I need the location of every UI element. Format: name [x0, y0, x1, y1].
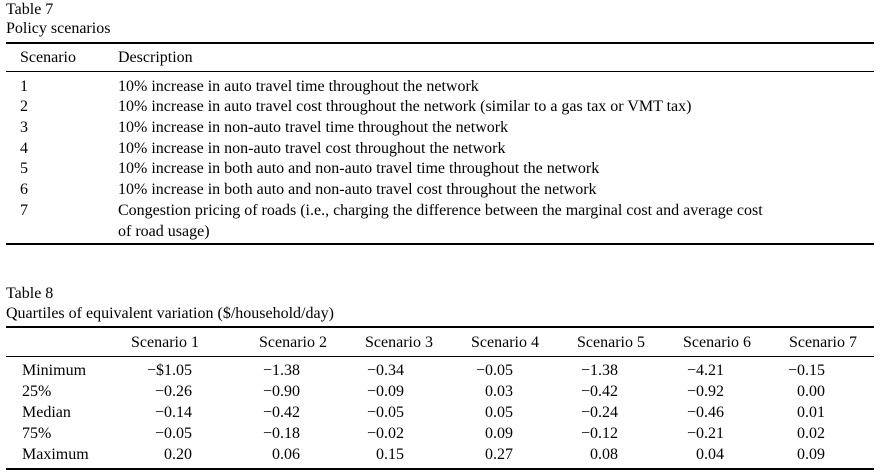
table7-row-1-description: 10% increase in auto travel time throughout the network [118, 78, 479, 95]
table8-cell: 0.05 [485, 404, 513, 421]
table8-cell: −4.21 [686, 362, 724, 379]
table7-row-3-id: 3 [20, 119, 28, 136]
table8-subtitle: Quartiles of equivalent variation ($/household/day) [6, 305, 334, 322]
table8-cell: −0.18 [262, 425, 300, 442]
table8-cell: −0.90 [262, 383, 300, 400]
table8-cell: 0.06 [272, 446, 300, 463]
table8-cell: 0.20 [164, 446, 192, 463]
table7-row-5-id: 5 [20, 160, 28, 177]
table8-cell: 0.00 [797, 383, 825, 400]
table7-row-4-description: 10% increase in non-auto travel cost throughout the network [118, 140, 506, 157]
table7-caption: Table 7 [6, 1, 54, 18]
table8-cell: −0.42 [262, 404, 300, 421]
table8-cell: −0.15 [787, 362, 825, 379]
table8-cell: 0.09 [797, 446, 825, 463]
table8-col-2: Scenario 2 [259, 334, 327, 351]
table8-col-7: Scenario 7 [789, 334, 857, 351]
table7-row-6-id: 6 [20, 181, 28, 198]
table8-row-label-minimum: Minimum [22, 362, 87, 379]
table7-row-2-id: 2 [20, 98, 28, 115]
table8-cell: 0.04 [696, 446, 724, 463]
table8-cell: −0.02 [366, 425, 404, 442]
table8-cell: 0.15 [376, 446, 404, 463]
table8-cell: −0.42 [580, 383, 618, 400]
table8-cell: −1.38 [262, 362, 300, 379]
table8-col-4: Scenario 4 [471, 334, 539, 351]
table8-cell: −0.09 [366, 383, 404, 400]
table8-cell: 0.09 [485, 425, 513, 442]
table7-top-rule [6, 42, 874, 44]
table8-cell: 0.08 [590, 446, 618, 463]
table7-row-7-description: Congestion pricing of roads (i.e., charging the difference between the marginal cost and average cost [118, 202, 763, 219]
table7-bottom-rule [6, 243, 874, 245]
table8-cell: −0.34 [366, 362, 404, 379]
table8-cell: 0.02 [797, 425, 825, 442]
table7-row-1-id: 1 [20, 78, 28, 95]
table7-row-7-description-cont: of road usage) [118, 223, 210, 240]
table8-header-rule [6, 356, 874, 357]
table8-cell: −0.14 [154, 404, 192, 421]
table8-cell: −0.05 [154, 425, 192, 442]
table8-col-6: Scenario 6 [683, 334, 751, 351]
table7-subtitle: Policy scenarios [6, 20, 111, 37]
table8-col-3: Scenario 3 [365, 334, 433, 351]
table7-header-description: Description [118, 49, 193, 66]
table7-row-3-description: 10% increase in non-auto travel time throughout the network [118, 119, 509, 136]
table8-caption: Table 8 [6, 285, 54, 302]
table8-cell: −0.92 [686, 383, 724, 400]
table8-cell: −1.38 [580, 362, 618, 379]
table8-col-1: Scenario 1 [131, 334, 199, 351]
table8-cell: −0.05 [475, 362, 513, 379]
table8-cell: −0.05 [366, 404, 404, 421]
table8-top-rule [6, 326, 874, 328]
table8-row-label-median: Median [22, 404, 71, 421]
table7-row-7-id: 7 [20, 202, 28, 219]
table8-row-label-maximum: Maximum [22, 446, 89, 463]
table7-header-rule [6, 71, 874, 72]
table8-cell: −0.21 [686, 425, 724, 442]
table7-row-4-id: 4 [20, 140, 28, 157]
table8-cell: 0.01 [797, 404, 825, 421]
table7-header-scenario: Scenario [20, 49, 76, 66]
table8-cell: −$1.05 [146, 362, 192, 379]
table8-row-label-75: 75% [22, 425, 52, 442]
table8-cell: −0.24 [580, 404, 618, 421]
table8-cell: 0.03 [485, 383, 513, 400]
table7-row-2-description: 10% increase in auto travel cost throughout the network (similar to a gas tax or VMT tax) [118, 98, 692, 115]
table8-cell: −0.26 [154, 383, 192, 400]
table8-cell: 0.27 [485, 446, 513, 463]
table8-cell: −0.12 [580, 425, 618, 442]
table7-row-6-description: 10% increase in both auto and non-auto travel cost throughout the network [118, 181, 597, 198]
table8-bottom-rule [6, 468, 874, 470]
table7-row-5-description: 10% increase in both auto and non-auto travel time throughout the network [118, 160, 600, 177]
table8-col-5: Scenario 5 [577, 334, 645, 351]
table8-row-label-25: 25% [22, 383, 52, 400]
table8-cell: −0.46 [686, 404, 724, 421]
